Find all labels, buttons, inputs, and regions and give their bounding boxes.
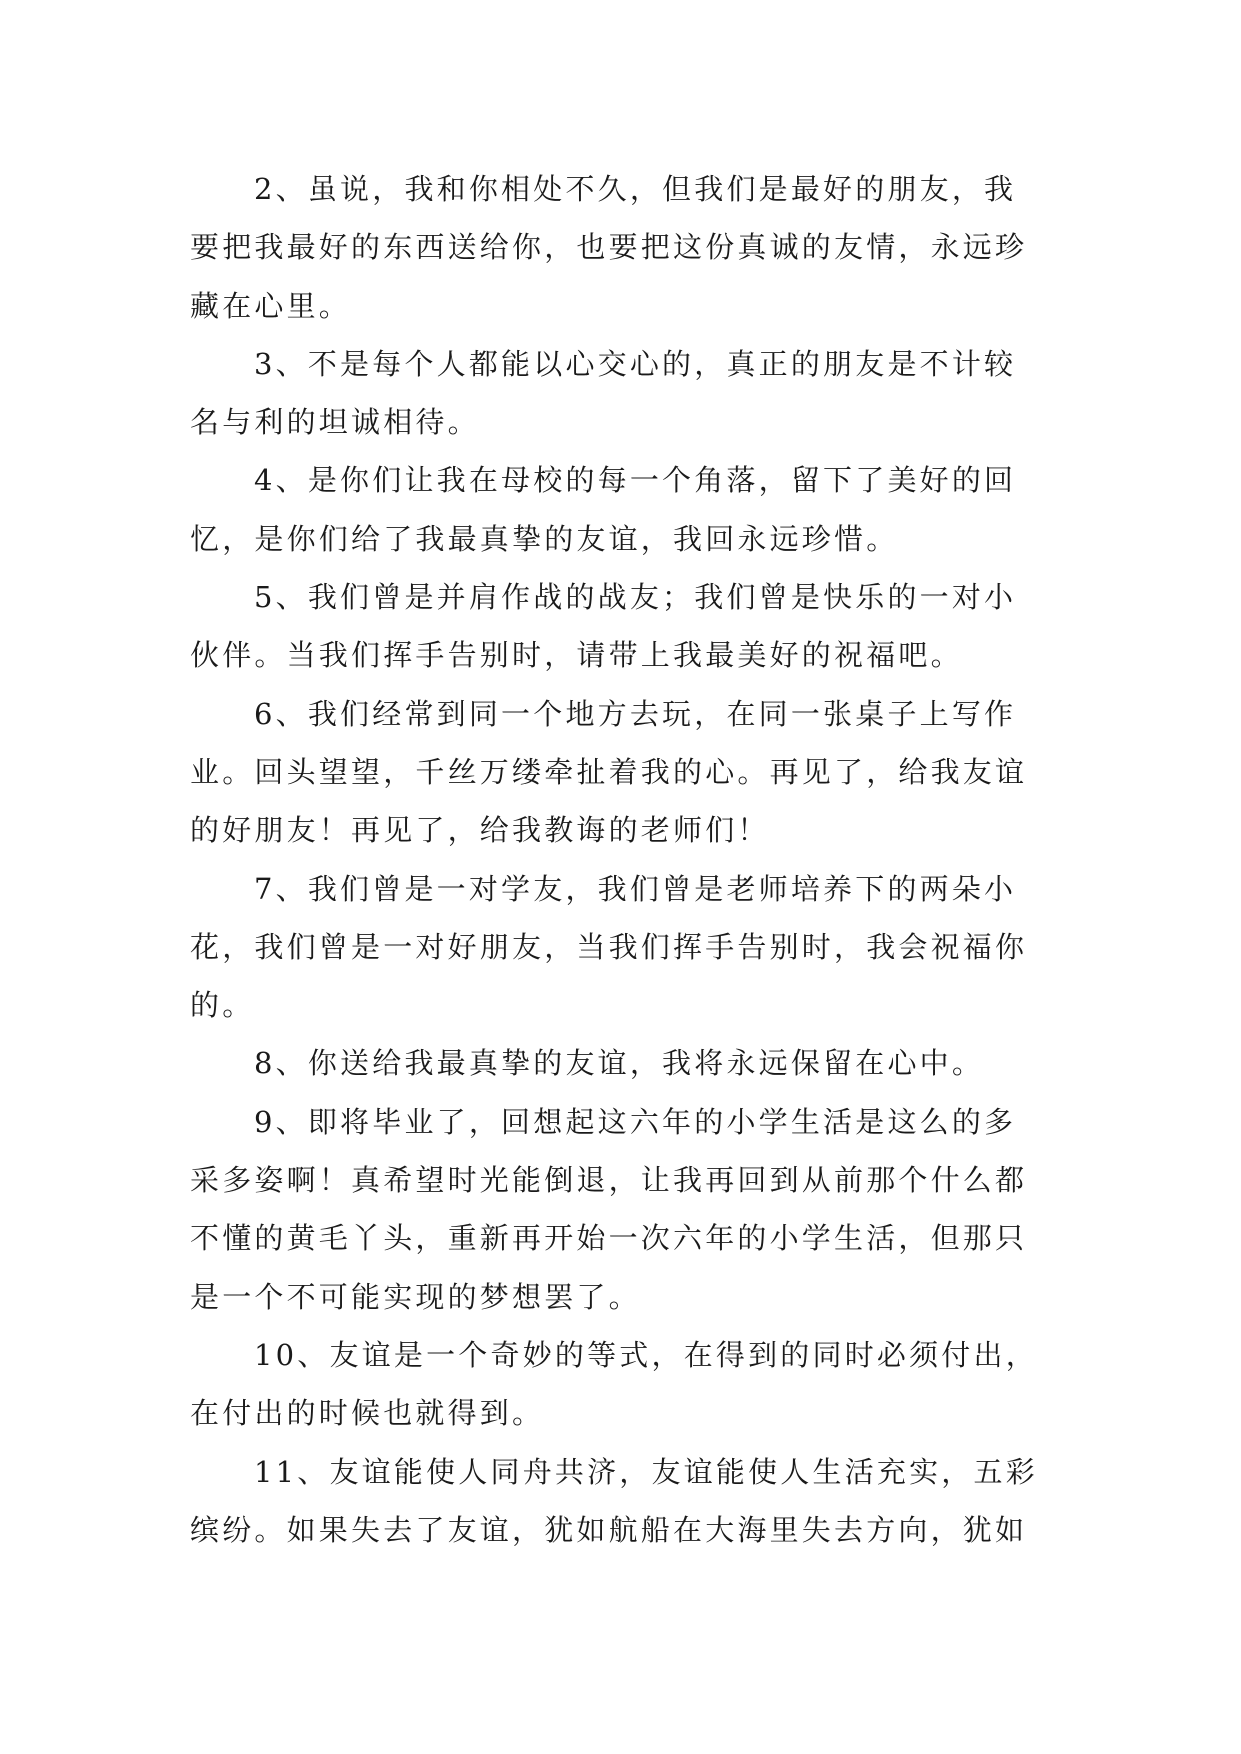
paragraph-10: 10、友谊是一个奇妙的等式，在得到的同时必须付出， 在付出的时候也就得到。 [190, 1337, 1038, 1431]
paragraph-6: 6、我们经常到同一个地方去玩，在同一张桌子上写作 业。回头望望，千丝万缕牵扯着我的心。再见了，给我友谊 的好朋友！再见了，给我教诲的老师们！ [190, 696, 1028, 848]
document-body [190, 160, 1050, 1559]
paragraph-9: 9、即将毕业了，回想起这六年的小学生活是这么的多 采多姿啊！真希望时光能倒退，让我再回到从前那个什么都 不懂的黄毛丫头，重新再开始一次六年的小学生活，但那只 是一个不可能实现的梦想罢了。 [190, 1104, 1028, 1314]
paragraph-4: 4、是你们让我在母校的每一个角落，留下了美好的回 忆，是你们给了我最真挚的友谊，我回永远珍惜。 [190, 463, 1017, 556]
paragraph-7: 7、我们曾是一对学友，我们曾是老师培养下的两朵小 花，我们曾是一对好朋友，当我们挥手告别时，我会祝福你 的。 [190, 871, 1028, 1023]
paragraph-2: 2、虽说，我和你相处不久，但我们是最好的朋友，我 要把我最好的东西送给你，也要把这份真诚的友情，永远珍 藏在心里。 [190, 172, 1028, 323]
paragraph-5: 5、我们曾是并肩作战的战友；我们曾是快乐的一对小 伙伴。当我们挥手告别时，请带上我最美好的祝福吧。 [190, 580, 1017, 673]
paragraph-8: 8、你送给我最真挚的友谊，我将永远保留在心中。 [254, 1046, 985, 1081]
paragraph-3: 3、不是每个人都能以心交心的，真正的朋友是不计较 名与利的坦诚相待。 [190, 346, 1017, 440]
paragraph-11: 11、友谊能使人同舟共济，友谊能使人生活充实，五彩 缤纷。如果失去了友谊，犹如航船在大海里失去方向，犹如 [190, 1454, 1038, 1547]
